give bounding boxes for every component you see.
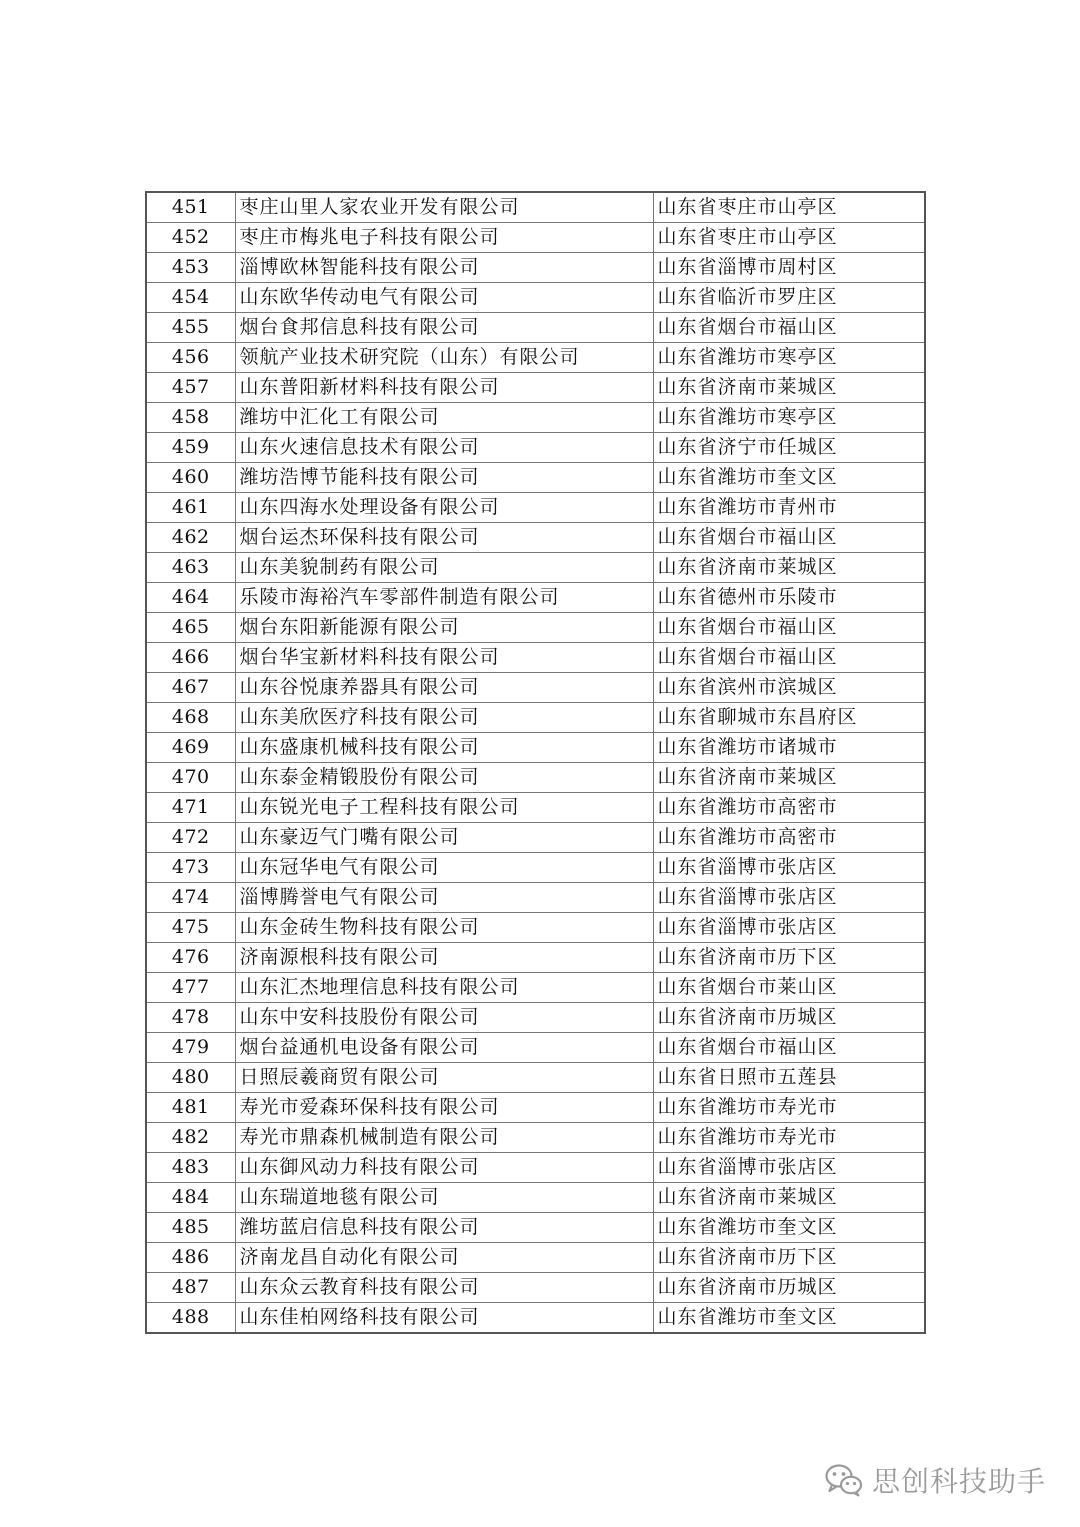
row-number: 456 (146, 343, 235, 373)
company-address: 山东省枣庄市山亭区 (653, 192, 925, 223)
company-address: 山东省聊城市东昌府区 (653, 703, 925, 733)
company-name: 山东美欣医疗科技有限公司 (235, 703, 653, 733)
row-number: 481 (146, 1093, 235, 1123)
company-address: 山东省烟台市莱山区 (653, 973, 925, 1003)
company-name: 潍坊蓝启信息科技有限公司 (235, 1213, 653, 1243)
company-address: 山东省济南市历下区 (653, 943, 925, 973)
row-number: 469 (146, 733, 235, 763)
table-row (146, 1003, 925, 1033)
company-name: 山东四海水处理设备有限公司 (235, 493, 653, 523)
row-number: 461 (146, 493, 235, 523)
company-address: 山东省潍坊市高密市 (653, 823, 925, 853)
company-address: 山东省潍坊市寿光市 (653, 1093, 925, 1123)
row-number: 471 (146, 793, 235, 823)
company-name: 山东盛康机械科技有限公司 (235, 733, 653, 763)
company-address: 山东省济南市莱城区 (653, 1183, 925, 1213)
row-number: 476 (146, 943, 235, 973)
company-address: 山东省烟台市福山区 (653, 613, 925, 643)
table-row (146, 283, 925, 313)
company-address: 山东省潍坊市寒亭区 (653, 403, 925, 433)
row-number: 466 (146, 643, 235, 673)
row-number: 488 (146, 1303, 235, 1334)
table-row (146, 1123, 925, 1153)
company-list-table (145, 191, 926, 1334)
row-number: 462 (146, 523, 235, 553)
row-number: 480 (146, 1063, 235, 1093)
row-number: 486 (146, 1243, 235, 1273)
table-row (146, 823, 925, 853)
row-number: 487 (146, 1273, 235, 1303)
row-number: 475 (146, 913, 235, 943)
table-row (146, 613, 925, 643)
company-address: 山东省潍坊市寒亭区 (653, 343, 925, 373)
company-address: 山东省淄博市张店区 (653, 853, 925, 883)
company-name: 山东欧华传动电气有限公司 (235, 283, 653, 313)
table-row (146, 192, 925, 223)
company-name: 济南源根科技有限公司 (235, 943, 653, 973)
company-name: 烟台运杰环保科技有限公司 (235, 523, 653, 553)
company-address: 山东省淄博市张店区 (653, 883, 925, 913)
table-row (146, 463, 925, 493)
row-number: 467 (146, 673, 235, 703)
company-address: 山东省济南市莱城区 (653, 553, 925, 583)
row-number: 483 (146, 1153, 235, 1183)
company-address: 山东省济南市历城区 (653, 1273, 925, 1303)
company-name: 淄博腾誉电气有限公司 (235, 883, 653, 913)
watermark (824, 1458, 1046, 1502)
company-address: 山东省淄博市张店区 (653, 1153, 925, 1183)
company-name: 寿光市鼎森机械制造有限公司 (235, 1123, 653, 1153)
row-number: 454 (146, 283, 235, 313)
table-row (146, 1183, 925, 1213)
row-number: 474 (146, 883, 235, 913)
watermark-text: 思创科技助手 (871, 1465, 1046, 1498)
company-name: 山东火速信息技术有限公司 (235, 433, 653, 463)
company-name: 山东瑞道地毯有限公司 (235, 1183, 653, 1213)
table-row (146, 1213, 925, 1243)
company-name: 山东中安科技股份有限公司 (235, 1003, 653, 1033)
company-address: 山东省潍坊市诸城市 (653, 733, 925, 763)
row-number: 458 (146, 403, 235, 433)
company-name: 淄博欧林智能科技有限公司 (235, 253, 653, 283)
company-address: 山东省枣庄市山亭区 (653, 223, 925, 253)
row-number: 460 (146, 463, 235, 493)
row-number: 451 (146, 192, 235, 223)
table-row (146, 853, 925, 883)
row-number: 465 (146, 613, 235, 643)
row-number: 464 (146, 583, 235, 613)
company-name: 山东佳柏网络科技有限公司 (235, 1303, 653, 1334)
company-name: 山东谷悦康养器具有限公司 (235, 673, 653, 703)
company-address: 山东省潍坊市寿光市 (653, 1123, 925, 1153)
table-row (146, 1033, 925, 1063)
row-number: 485 (146, 1213, 235, 1243)
company-name: 山东锐光电子工程科技有限公司 (235, 793, 653, 823)
company-name: 乐陵市海裕汽车零部件制造有限公司 (235, 583, 653, 613)
company-name: 烟台华宝新材料科技有限公司 (235, 643, 653, 673)
table-row (146, 703, 925, 733)
company-name: 山东泰金精锻股份有限公司 (235, 763, 653, 793)
row-number: 470 (146, 763, 235, 793)
table-row (146, 913, 925, 943)
row-number: 477 (146, 973, 235, 1003)
row-number: 463 (146, 553, 235, 583)
table-row (146, 403, 925, 433)
table-row (146, 583, 925, 613)
company-address: 山东省济南市莱城区 (653, 763, 925, 793)
table-row (146, 793, 925, 823)
company-address: 山东省济南市历下区 (653, 1243, 925, 1273)
company-address: 山东省烟台市福山区 (653, 1033, 925, 1063)
table-row (146, 343, 925, 373)
company-name: 山东汇杰地理信息科技有限公司 (235, 973, 653, 1003)
company-name: 领航产业技术研究院（山东）有限公司 (235, 343, 653, 373)
row-number: 452 (146, 223, 235, 253)
row-number: 473 (146, 853, 235, 883)
company-name: 日照辰羲商贸有限公司 (235, 1063, 653, 1093)
company-name: 山东普阳新材料科技有限公司 (235, 373, 653, 403)
company-address: 山东省济宁市任城区 (653, 433, 925, 463)
row-number: 479 (146, 1033, 235, 1063)
table-row (146, 1243, 925, 1273)
table-row (146, 553, 925, 583)
company-address: 山东省潍坊市青州市 (653, 493, 925, 523)
company-name: 山东金砖生物科技有限公司 (235, 913, 653, 943)
table-row (146, 973, 925, 1003)
row-number: 482 (146, 1123, 235, 1153)
row-number: 457 (146, 373, 235, 403)
company-address: 山东省日照市五莲县 (653, 1063, 925, 1093)
company-address: 山东省淄博市周村区 (653, 253, 925, 283)
row-number: 453 (146, 253, 235, 283)
company-name: 山东冠华电气有限公司 (235, 853, 653, 883)
table-row (146, 493, 925, 523)
table-row (146, 523, 925, 553)
table-row (146, 763, 925, 793)
company-name: 烟台食邦信息科技有限公司 (235, 313, 653, 343)
table-body (146, 192, 925, 1333)
table-row (146, 1303, 925, 1334)
table-row (146, 733, 925, 763)
wechat-icon (824, 1463, 864, 1497)
company-address: 山东省济南市莱城区 (653, 373, 925, 403)
table-row (146, 223, 925, 253)
table-row (146, 313, 925, 343)
company-name: 潍坊浩博节能科技有限公司 (235, 463, 653, 493)
company-address: 山东省潍坊市奎文区 (653, 463, 925, 493)
table-row (146, 433, 925, 463)
company-address: 山东省烟台市福山区 (653, 523, 925, 553)
company-name: 烟台东阳新能源有限公司 (235, 613, 653, 643)
row-number: 484 (146, 1183, 235, 1213)
company-address: 山东省烟台市福山区 (653, 643, 925, 673)
company-address: 山东省烟台市福山区 (653, 313, 925, 343)
table-row (146, 1273, 925, 1303)
table-row (146, 1093, 925, 1123)
company-name: 枣庄山里人家农业开发有限公司 (235, 192, 653, 223)
row-number: 472 (146, 823, 235, 853)
company-address: 山东省滨州市滨城区 (653, 673, 925, 703)
company-name: 枣庄市梅兆电子科技有限公司 (235, 223, 653, 253)
table-row (146, 673, 925, 703)
company-address: 山东省潍坊市奎文区 (653, 1213, 925, 1243)
company-address: 山东省德州市乐陵市 (653, 583, 925, 613)
company-address: 山东省济南市历城区 (653, 1003, 925, 1033)
company-name: 山东御风动力科技有限公司 (235, 1153, 653, 1183)
row-number: 455 (146, 313, 235, 343)
company-address: 山东省潍坊市奎文区 (653, 1303, 925, 1334)
company-name: 济南龙昌自动化有限公司 (235, 1243, 653, 1273)
table-row (146, 883, 925, 913)
row-number: 478 (146, 1003, 235, 1033)
company-name: 烟台益通机电设备有限公司 (235, 1033, 653, 1063)
company-name: 寿光市爱森环保科技有限公司 (235, 1093, 653, 1123)
row-number: 468 (146, 703, 235, 733)
company-address: 山东省潍坊市高密市 (653, 793, 925, 823)
company-name: 山东美貌制药有限公司 (235, 553, 653, 583)
row-number: 459 (146, 433, 235, 463)
company-address: 山东省淄博市张店区 (653, 913, 925, 943)
company-address: 山东省临沂市罗庄区 (653, 283, 925, 313)
table-row (146, 253, 925, 283)
table-row (146, 1063, 925, 1093)
company-name: 潍坊中汇化工有限公司 (235, 403, 653, 433)
table-row (146, 1153, 925, 1183)
company-name: 山东豪迈气门嘴有限公司 (235, 823, 653, 853)
table-row (146, 643, 925, 673)
company-name: 山东众云教育科技有限公司 (235, 1273, 653, 1303)
table-row (146, 373, 925, 403)
table-row (146, 943, 925, 973)
